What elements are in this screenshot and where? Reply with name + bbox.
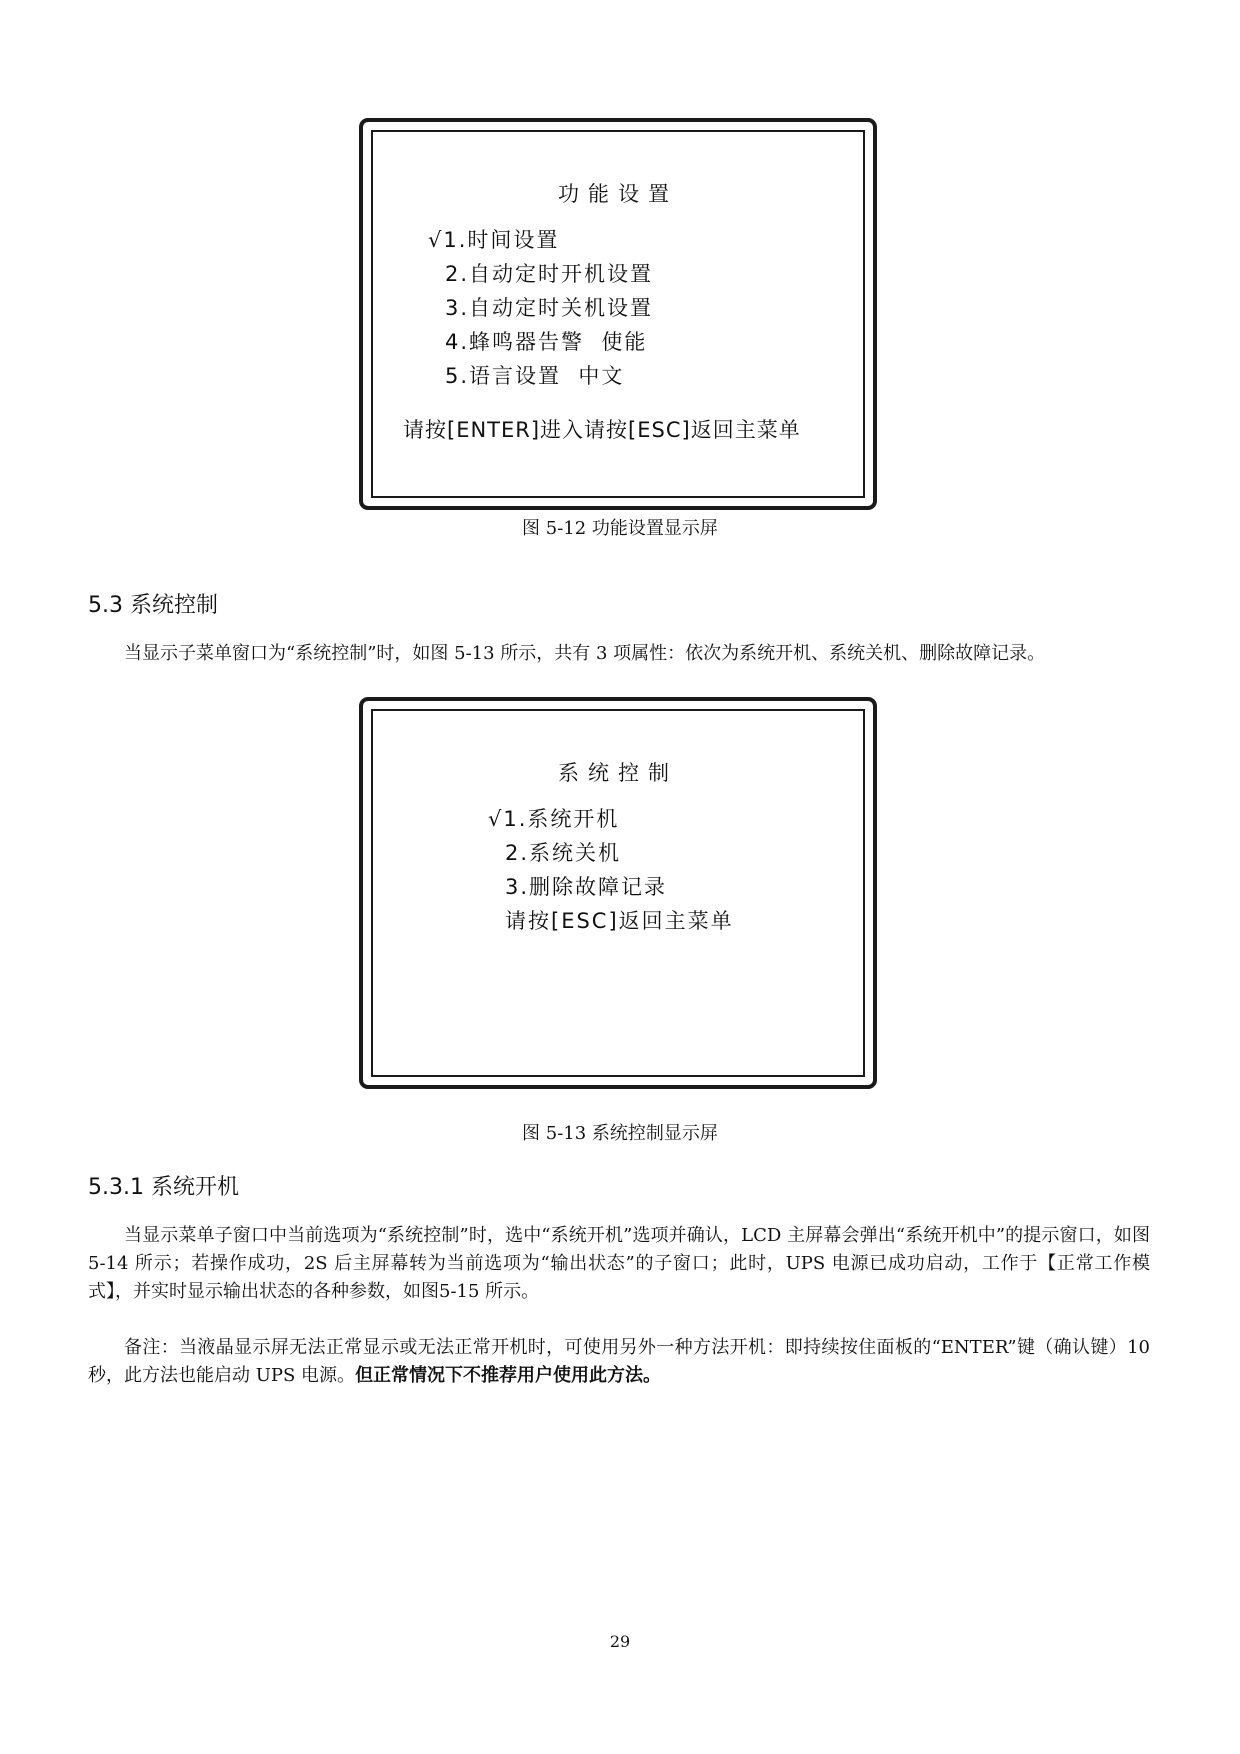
section-5-3-1-note <box>88 1334 1150 1390</box>
note-text: 备注：当液晶显示屏无法正常显示或无法正常开机时，可使用另外一种方法开机：即持续按住面板的“ENTER”键（确认键）10 秒，此方法也能启动 UPS 电源。 <box>88 1337 1150 1386</box>
page-number: 29 <box>609 1632 631 1651</box>
menu-item-auto-power-on: 2.自动定时开机设置 <box>445 262 654 286</box>
menu-item-system-shutdown: 2.系统关机 <box>505 841 622 865</box>
menu-item-time-settings: √1.时间设置 <box>428 228 560 252</box>
figure-caption-5-13: 图 5-13 系统控制显示屏 <box>522 1123 718 1144</box>
lcd-prompt: 请按[ENTER]进入请按[ESC]返回主菜单 <box>403 418 801 442</box>
menu-item-buzzer-alarm: 4.蜂鸣器告警 使能 <box>445 330 648 354</box>
menu-item-auto-power-off: 3.自动定时关机设置 <box>445 296 654 320</box>
section-heading-5-3: 5.3 系统控制 <box>88 593 218 618</box>
lcd-prompt: 请按[ESC]返回主菜单 <box>505 909 734 933</box>
section-heading-5-3-1: 5.3.1 系统开机 <box>88 1175 239 1200</box>
menu-item-language: 5.语言设置 中文 <box>445 364 625 388</box>
section-5-3-paragraph: 当显示子菜单窗口为“系统控制”时，如图 5-13 所示，共有 3 项属性：依次为系统开机、系统关机、删除故障记录。 <box>124 643 1046 664</box>
menu-item-delete-fault-log: 3.删除故障记录 <box>505 875 668 899</box>
menu-item-system-start: √1.系统开机 <box>488 807 620 831</box>
note-warning: 但正常情况下不推荐用户使用此方法。 <box>355 1365 662 1386</box>
lcd-screen-system-control <box>359 697 877 1089</box>
lcd-screen-function-settings <box>359 118 877 510</box>
lcd-title: 系统控制 <box>558 761 678 785</box>
figure-caption-5-12: 图 5-12 功能设置显示屏 <box>522 518 718 539</box>
section-5-3-1-paragraph: 当显示菜单子窗口中当前选项为“系统控制”时，选中“系统开机”选项并确认，LCD 主屏幕会弹出“系统开机中”的提示窗口，如图 5-14 所示；若操作成功，2S 后主屏幕转为当前选项为“输出状态”的子窗口；此时，UPS 电源已成功启动，工作于【正常工作模式】，并实时显示输出状态的各种参数，如图5-15 所示。 <box>88 1225 1150 1302</box>
lcd-title: 功能设置 <box>558 182 678 206</box>
